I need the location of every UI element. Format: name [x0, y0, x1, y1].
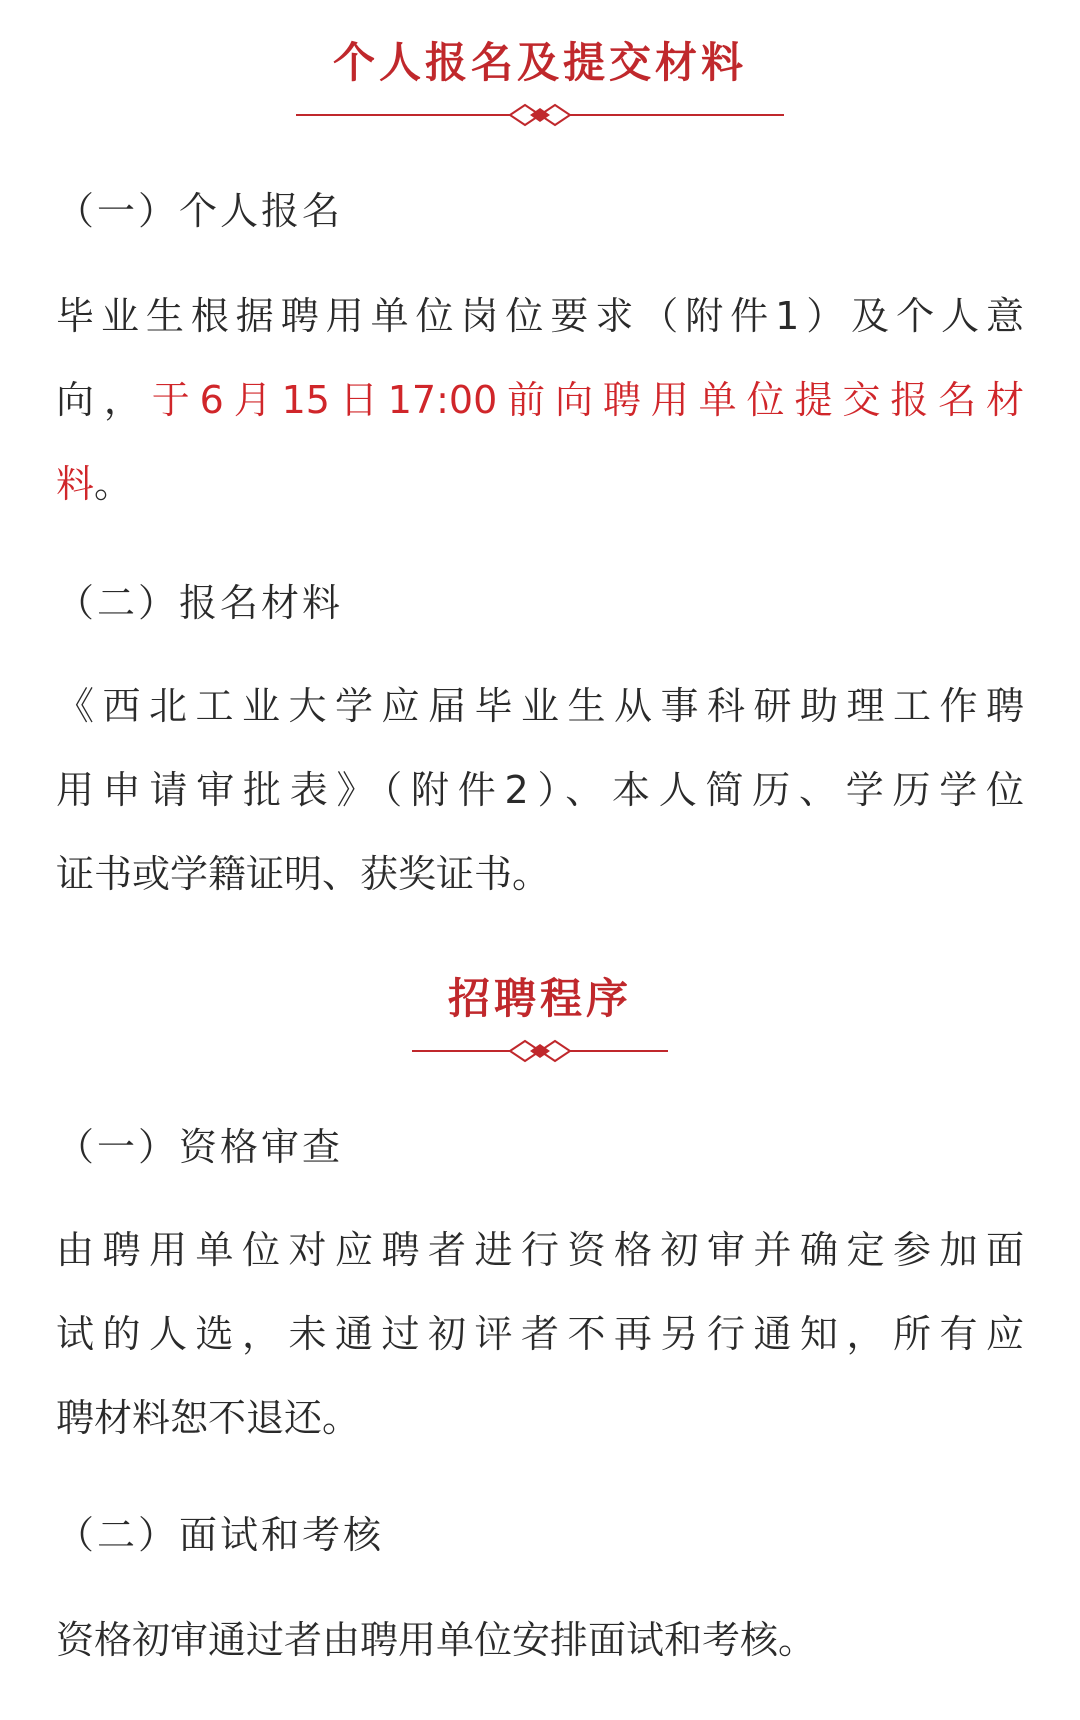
paragraph-materials-list	[56, 664, 1024, 916]
deadline-highlight-end: 料	[56, 462, 95, 506]
para-text: 向，	[56, 378, 152, 422]
para-line	[56, 442, 1024, 526]
para-line: 由聘用单位对应聘者进行资格初审并确定参加面	[56, 1228, 1024, 1272]
section-title-recruitment-procedure: 招聘程序	[447, 974, 632, 1023]
para-line: 证书或学籍证明、获奖证书。	[56, 852, 551, 896]
para-line: 资格初审通过者由聘用单位安排面试和考核。	[56, 1618, 817, 1662]
para-line: 用申请审批表》（附件2）、本人简历、学历学位	[56, 768, 1024, 812]
subheading-registration-materials: （二）报名材料	[56, 581, 344, 625]
title-divider-ornament	[412, 1036, 668, 1066]
para-line	[56, 358, 1024, 442]
para-text: 。	[94, 462, 133, 506]
paragraph-registration-details	[56, 274, 1024, 526]
para-line: 毕业生根据聘用单位岗位要求（附件1）及个人意	[56, 294, 1024, 338]
section-title-registration: 个人报名及提交材料	[332, 38, 747, 87]
paragraph-interview-assessment	[56, 1598, 1024, 1682]
deadline-highlight: 于6月15日17:00前向聘用单位提交报名材	[151, 378, 1024, 422]
paragraph-qualification-review	[56, 1208, 1024, 1460]
para-line: 《西北工业大学应届毕业生从事科研助理工作聘	[56, 684, 1024, 728]
subheading-personal-registration: （一）个人报名	[56, 189, 344, 233]
para-line: 聘材料恕不退还。	[56, 1396, 361, 1440]
title-divider-ornament	[296, 100, 784, 130]
para-line: 试的人选，未通过初评者不再另行通知，所有应	[56, 1312, 1024, 1356]
subheading-qualification-review: （一）资格审查	[56, 1125, 344, 1169]
subheading-interview-assessment: （二）面试和考核	[56, 1513, 385, 1557]
